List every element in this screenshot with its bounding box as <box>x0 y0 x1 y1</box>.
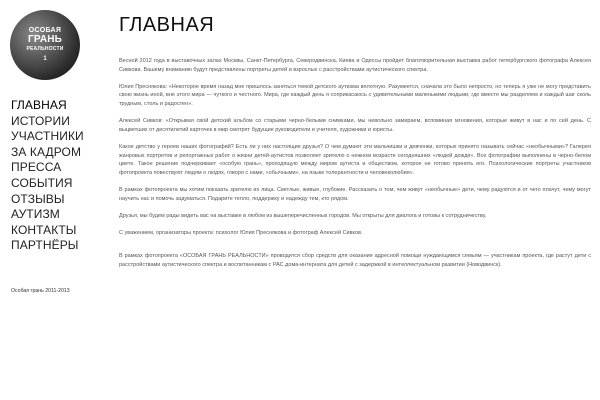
nav-item-press[interactable]: ПРЕССА <box>11 160 62 175</box>
copyright: Особая грань 2011-2013 <box>11 288 70 294</box>
main-nav <box>11 98 84 254</box>
nav-item-behind-the-scenes[interactable]: ЗА КАДРОМ <box>11 144 82 159</box>
article-body <box>119 57 591 278</box>
logo[interactable] <box>10 10 80 80</box>
page-title: ГЛАВНАЯ <box>119 14 215 36</box>
paragraph: Алексей Сивков: «Открывая свой детский альбом со старыми черно-белыми снимками, мы невольно замираем, вспоминая мгновения, которые живут в нас и по сей день. С выцветших от десятилетий карточек в мир смотрят будущие руководители и учителя, художники и юристы. <box>119 118 591 133</box>
nav-item-autism[interactable]: АУТИЗМ <box>11 207 60 222</box>
logo-line-4: 1 <box>43 56 47 62</box>
paragraph: С уважением, организаторы проекта: психолог Юлия Преснякова и фотограф Алексей Сивков. <box>119 229 363 236</box>
paragraph: Друзья, мы будем рады видеть вас на выставке в любом из вышеперечисленных городов. Мы открыты для диалога и готовы к сотрудничеству. <box>119 212 487 219</box>
nav-item-contacts[interactable]: КОНТАКТЫ <box>11 222 77 237</box>
paragraph: В рамках фотопроекта «ОСОБАЯ ГРАНЬ РЕАЛЬНОСТИ» проводится сбор средств для оказания адресной помощи нуждающимся семьям — участникам проекта, где растут дети с расстройствами аутистического спектра и воспитанникам с РАС дома-интерната для детей с задержкой в интеллектуальном развитии (Новодвинск). <box>119 253 591 269</box>
paragraph: Какое детство у героев наших фотографий? Есть ли у них настоящие друзья? О чем думают эти мальчишки и девчонки, которых принято называть сейчас «необычными»? Галерея жанровых портретов и репортажных работ о жизни детей-аутистов позволяет зрителю о нежном возрасте сегодняшних «людей дождя». Все фотографии выполнены в черно-белом цвете. Такое решение подчеркивает «особую грань», проходящую между миром аутиста и обществом, которое не готово принять его. Психологические портреты участников фотопроекта повествуют людям о людях, говоря с нами, «обычными», на языке толерантности и человеколюбия». <box>119 143 591 176</box>
paragraph: В рамках фотопроекта мы хотим показать зрителю их лица. Светлые, живые, глубокие. Рассказать о том, чем живут «необычные» дети, чему радуются и от чего плачут, чему могут научить нас и помочь задуматься. Подарите тепло, поддержку и надежду тем, кто рядом. <box>119 186 591 202</box>
logo-line-2: ГРАНЬ <box>27 34 63 45</box>
logo-line-1: ОСОБАЯ <box>28 27 62 34</box>
nav-item-participants[interactable]: УЧАСТНИКИ <box>11 129 84 144</box>
main-content <box>119 0 591 400</box>
paragraph: Юлия Преснякова: «Некоторое время назад мне пришлось заняться темой детского аутизма вплотную. Разумеется, сначала это было непросто, но теперь я уже не могу представить свою жизнь иной, вне этого мира — чуткого и честного. Мира, где каждый день я соприкасаюсь с удивительными маленькими людьми, где вместе мы разделяем и каждый шаг сколь трудным, столь и радостен». <box>119 83 591 107</box>
nav-item-events[interactable]: СОБЫТИЯ <box>11 175 73 190</box>
sidebar <box>0 0 110 400</box>
nav-item-reviews[interactable]: ОТЗЫВЫ <box>11 191 65 206</box>
nav-item-home[interactable]: ГЛАВНАЯ <box>11 98 67 112</box>
logo-line-3: РЕАЛЬНОСТИ <box>26 46 64 52</box>
nav-item-stories[interactable]: ИСТОРИИ <box>11 113 70 128</box>
nav-item-partners[interactable]: ПАРТНЁРЫ <box>11 238 79 253</box>
paragraph: Весной 2012 года в выставочных залах Москвы, Санкт-Петербурга, Северодвинска, Киева и Одессы пройдет благотворительная выставка работ петербургского фотографа Алексея Сивкова. Вашему вниманию будут представлены портреты детей и взрослых с расстройствами аутистического спектра. <box>119 58 591 73</box>
